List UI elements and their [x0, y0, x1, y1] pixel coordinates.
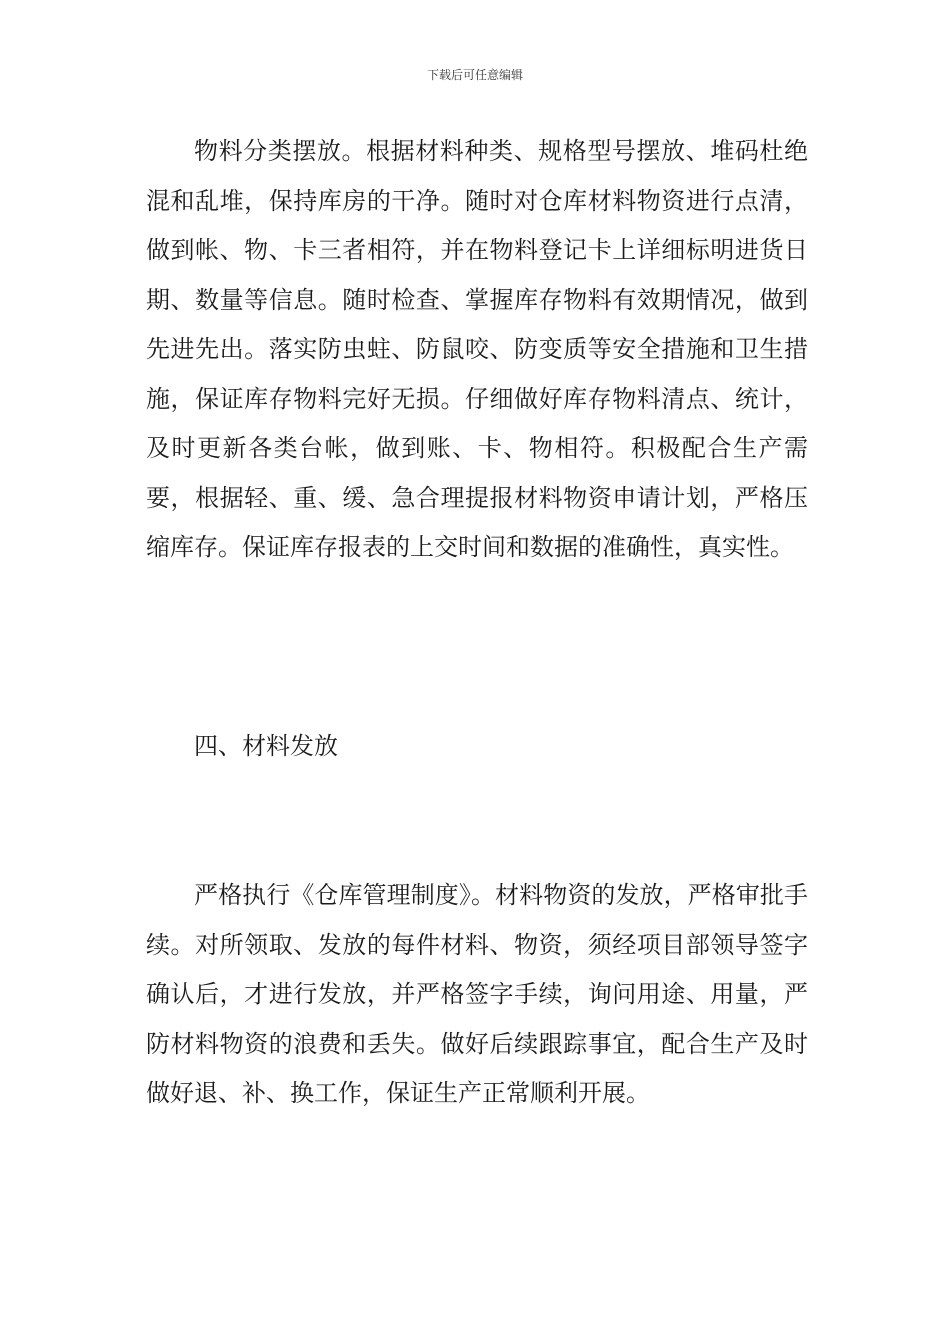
paragraph-storage: 物料分类摆放。根据材料种类、规格型号摆放、堆码杜绝混和乱堆，保持库房的干净。随时对仓库材料物资进行点清，做到帐、物、卡三者相符，并在物料登记卡上详细标明进货日期、数量等信息。随时检查、掌握库存物料有效期情况，做到先进先出。落实防虫蛀、防鼠咬、防变质等安全措施和卫生措施，保证库存物料完好无损。仔细做好库存物料清点、统计，及时更新各类台帐，做到账、卡、物相符。积极配合生产需要，根据轻、重、缓、急合理提报材料物资申请计划，严格压缩库存。保证库存报表的上交时间和数据的准确性，真实性。 [146, 137, 808, 561]
header-note: 下载后可任意编辑 [426, 68, 523, 82]
section-heading: 四、材料发放 [194, 732, 338, 760]
paragraph-distribution: 严格执行《仓库管理制度》。材料物资的发放，严格审批手续。对所领取、发放的每件材料、物资，须经项目部领导签字确认后，才进行发放，并严格签字手续，询问用途、用量，严防材料物资的浪费和丢失。做好后续跟踪事宜，配合生产及时做好退、补、换工作，保证生产正常顺利开展。 [146, 881, 808, 1107]
